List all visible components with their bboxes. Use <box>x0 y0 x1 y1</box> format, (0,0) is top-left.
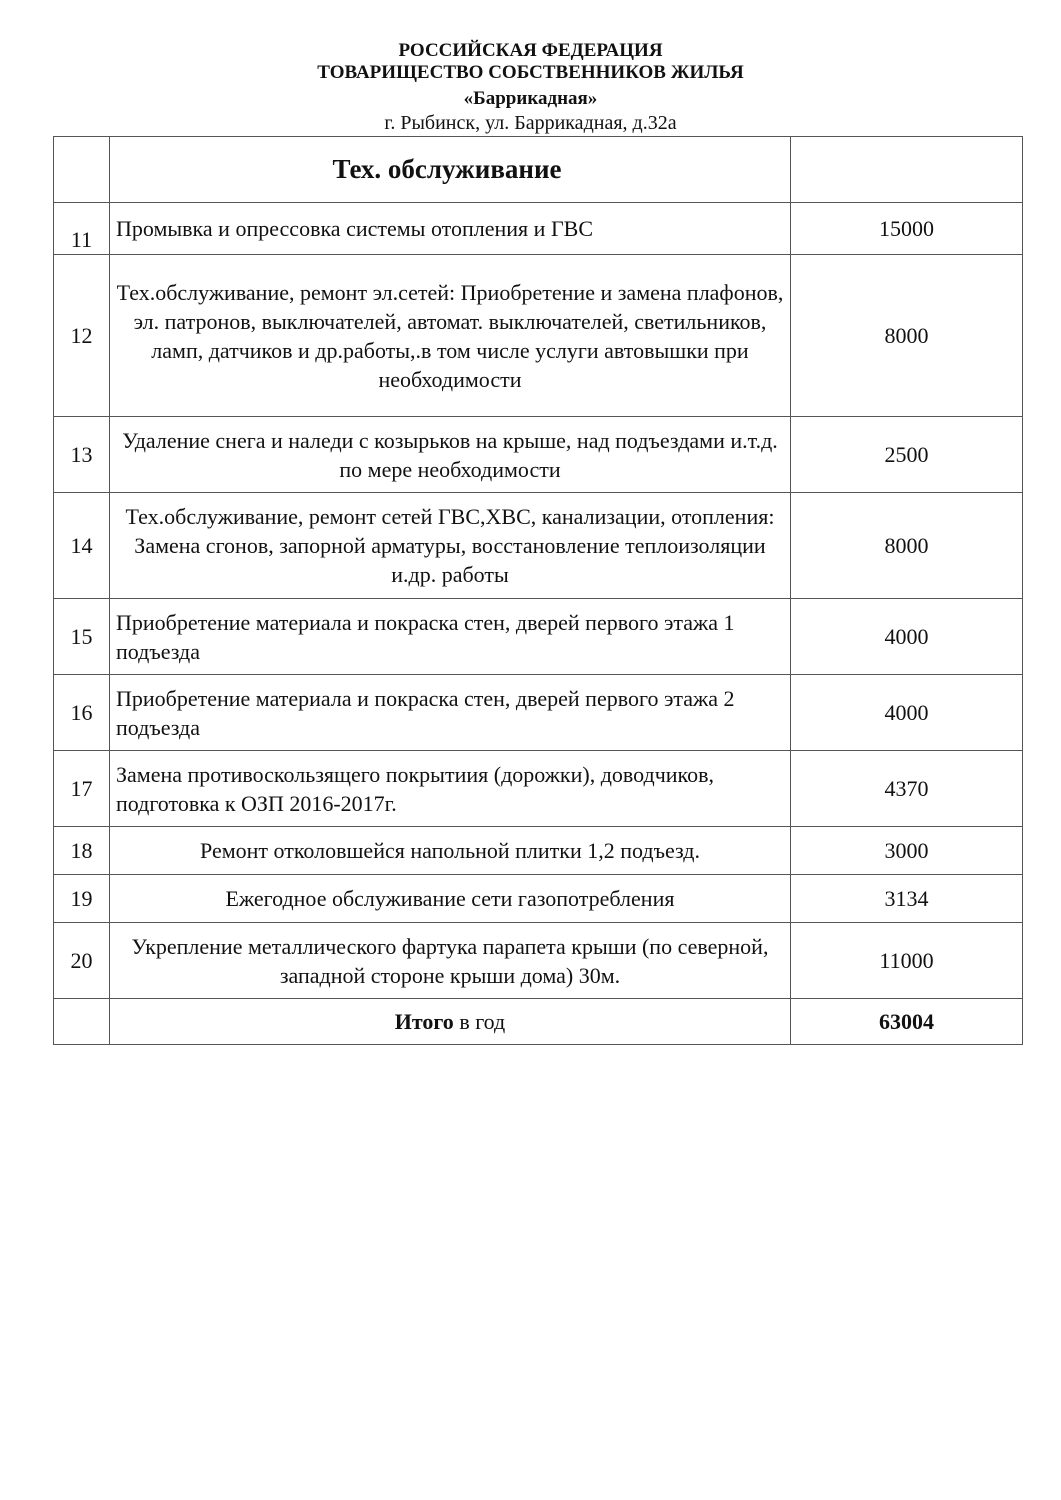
row-description: Тех.обслуживание, ремонт эл.сетей: Приобретение и замена плафонов, эл. патронов, выключателей, автомат. выключателей, светильников, ламп, датчиков и др.работы,.в том числе услуги автовышки при необходимости <box>110 255 791 417</box>
total-label <box>110 999 791 1045</box>
row-number: 15 <box>54 599 110 675</box>
total-label-rest: в год <box>453 1009 506 1034</box>
header-country: РОССИЙСКАЯ ФЕДЕРАЦИЯ <box>398 40 663 61</box>
row-description: Замена противоскользящего покрытиия (дорожки), доводчиков, подготовка к ОЗП 2016-2017г. <box>110 751 791 827</box>
total-num-cell <box>54 999 110 1045</box>
table-row <box>54 923 1023 999</box>
row-number: 16 <box>54 675 110 751</box>
row-number: 12 <box>54 255 110 417</box>
row-amount: 2500 <box>791 417 1023 493</box>
table-row <box>54 675 1023 751</box>
row-amount: 4000 <box>791 675 1023 751</box>
row-number: 14 <box>54 493 110 599</box>
row-description: Удаление снега и наледи с козырьков на крыше, над подъездами и.т.д. по мере необходимости <box>110 417 791 493</box>
row-description: Тех.обслуживание, ремонт сетей ГВС,ХВС, канализации, отопления: Замена сгонов, запорной арматуры, восстановление теплоизоляции и.др. работы <box>110 493 791 599</box>
total-amount: 63004 <box>791 999 1023 1045</box>
table-row <box>54 751 1023 827</box>
row-description: Ежегодное обслуживание сети газопотребления <box>110 875 791 923</box>
row-number: 18 <box>54 827 110 875</box>
table-row <box>54 827 1023 875</box>
row-amount: 3134 <box>791 875 1023 923</box>
row-number: 13 <box>54 417 110 493</box>
row-description: Приобретение материала и покраска стен, дверей первого этажа 2 подъезда <box>110 675 791 751</box>
row-amount: 3000 <box>791 827 1023 875</box>
table-row <box>54 203 1023 255</box>
services-table <box>53 136 1023 1045</box>
row-description: Укрепление металлического фартука парапета крыши (по северной, западной стороне крыши дома) 30м. <box>110 923 791 999</box>
row-description: Ремонт отколовшейся напольной плитки 1,2 подъезд. <box>110 827 791 875</box>
table-row <box>54 255 1023 417</box>
table-row <box>54 599 1023 675</box>
table-row <box>54 875 1023 923</box>
row-number: 11 <box>54 203 110 255</box>
row-number: 20 <box>54 923 110 999</box>
row-amount: 8000 <box>791 255 1023 417</box>
row-amount: 11000 <box>791 923 1023 999</box>
table-row <box>54 493 1023 599</box>
header-address: г. Рыбинск, ул. Баррикадная, д.32а <box>384 112 677 134</box>
header-num-cell <box>54 137 110 203</box>
table-row <box>54 417 1023 493</box>
header-organization: ТОВАРИЩЕСТВО СОБСТВЕННИКОВ ЖИЛЬЯ <box>317 62 744 83</box>
row-amount: 4370 <box>791 751 1023 827</box>
header-name: «Баррикадная» <box>463 88 598 109</box>
table-header-row <box>54 137 1023 203</box>
row-number: 19 <box>54 875 110 923</box>
row-description: Промывка и опрессовка системы отопления и ГВС <box>110 203 791 255</box>
section-title: Тех. обслуживание <box>110 137 791 203</box>
header-amount-cell <box>791 137 1023 203</box>
total-row <box>54 999 1023 1045</box>
row-description: Приобретение материала и покраска стен, дверей первого этажа 1 подъезда <box>110 599 791 675</box>
row-amount: 15000 <box>791 203 1023 255</box>
total-label-bold: Итого <box>394 1009 454 1034</box>
row-amount: 4000 <box>791 599 1023 675</box>
row-number: 17 <box>54 751 110 827</box>
row-amount: 8000 <box>791 493 1023 599</box>
